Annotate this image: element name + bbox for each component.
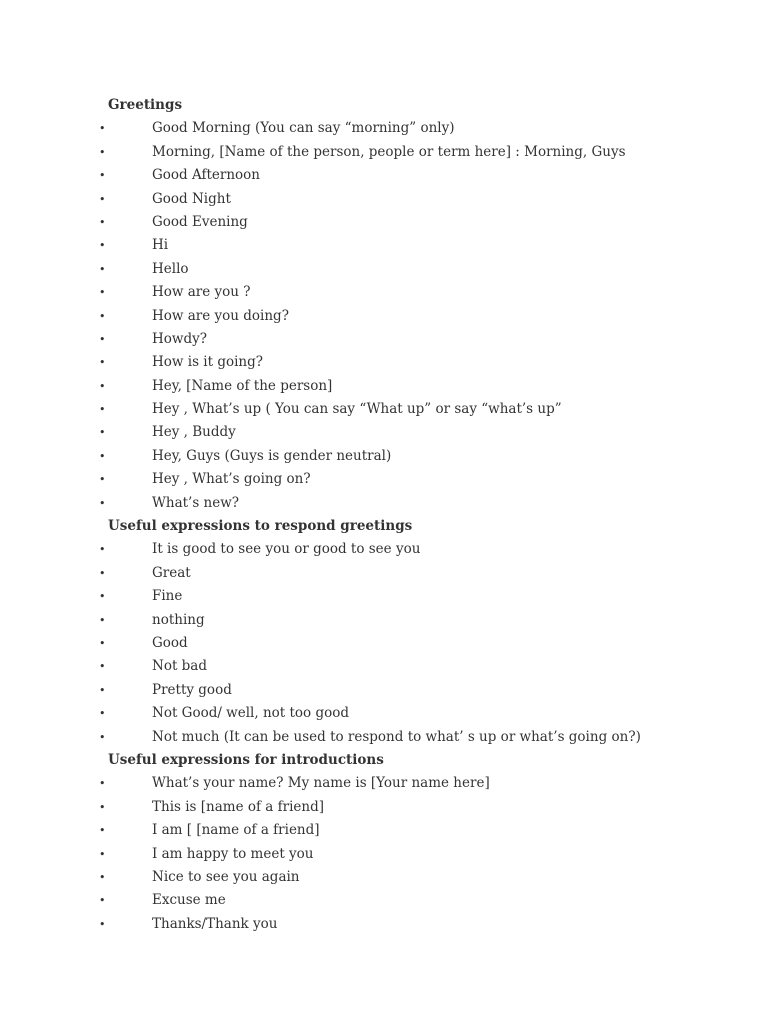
list-item-text: Thanks/Thank you	[152, 915, 278, 932]
list-item-text: Fine	[152, 588, 183, 605]
list-item-text: Not much (It can be used to respond to what’ s up or what’s going on?)	[152, 728, 641, 745]
list-item-text: Howdy?	[152, 330, 207, 347]
list-item	[0, 492, 768, 515]
list-item	[0, 351, 768, 374]
list-item-text: Hey , What’s going on?	[152, 471, 311, 488]
list-item	[0, 258, 768, 281]
bullet-icon: •	[99, 426, 106, 440]
bullet-icon: •	[99, 636, 106, 650]
bullet-icon: •	[99, 379, 106, 393]
bullet-icon: •	[99, 683, 106, 697]
list-item	[0, 726, 768, 749]
section-heading: Useful expressions to respond greetings	[108, 518, 413, 535]
section-heading: Useful expressions for introductions	[108, 751, 384, 768]
list-item	[0, 866, 768, 889]
bullet-icon: •	[99, 215, 106, 229]
list-item-text: Hey , Buddy	[152, 424, 236, 441]
list-item	[0, 164, 768, 187]
bullet-icon: •	[99, 332, 106, 346]
list-item	[0, 468, 768, 491]
bullet-icon: •	[99, 403, 106, 417]
bullet-icon: •	[99, 309, 106, 323]
list-item-text: How are you doing?	[152, 307, 289, 324]
list-item	[0, 562, 768, 585]
bullet-icon: •	[99, 613, 106, 627]
bullet-icon: •	[99, 169, 106, 183]
list-item	[0, 632, 768, 655]
list-item	[0, 679, 768, 702]
document-body	[0, 94, 768, 936]
bullet-icon: •	[99, 824, 106, 838]
list-item	[0, 843, 768, 866]
list-item-text: It is good to see you or good to see you	[152, 541, 421, 558]
bullet-icon: •	[99, 239, 106, 253]
list-item	[0, 117, 768, 140]
list-item-text: This is [name of a friend]	[152, 798, 324, 815]
list-item-text: Hey, [Name of the person]	[152, 377, 333, 394]
list-item	[0, 375, 768, 398]
bullet-icon: •	[99, 870, 106, 884]
bullet-icon: •	[99, 566, 106, 580]
list-item-text: Hey, Guys (Guys is gender neutral)	[152, 447, 392, 464]
list-item	[0, 538, 768, 561]
bullet-icon: •	[99, 145, 106, 159]
list-item-text: Good Evening	[152, 213, 248, 230]
bullet-icon: •	[99, 543, 106, 557]
list-item-text: Good Night	[152, 190, 231, 207]
bullet-icon: •	[99, 122, 106, 136]
bullet-icon: •	[99, 847, 106, 861]
list-item-text: Not Good/ well, not too good	[152, 705, 349, 722]
list-item	[0, 585, 768, 608]
list-item-text: Good Morning (You can say “morning” only)	[152, 120, 455, 137]
bullet-icon: •	[99, 707, 106, 721]
list-item	[0, 445, 768, 468]
list-item-text: Not bad	[152, 658, 207, 675]
section-heading: Greetings	[108, 97, 183, 113]
list-item-text: nothing	[152, 611, 205, 628]
bullet-icon: •	[99, 777, 106, 791]
list-item-text: Morning, [Name of the person, people or term here] : Morning, Guys	[152, 143, 626, 160]
list-item	[0, 796, 768, 819]
bullet-icon: •	[99, 917, 106, 931]
list-item-text: I am happy to meet you	[152, 845, 314, 862]
list-item-text: How is it going?	[152, 354, 263, 371]
bullet-icon: •	[99, 800, 106, 814]
bullet-icon: •	[99, 590, 106, 604]
list-item	[0, 772, 768, 795]
bullet-icon: •	[99, 496, 106, 510]
bullet-icon: •	[99, 660, 106, 674]
list-item-text: Excuse me	[152, 892, 226, 909]
list-item-text: Good Afternoon	[152, 167, 260, 184]
bullet-icon: •	[99, 192, 106, 206]
list-item-text: Pretty good	[152, 681, 232, 698]
list-item	[0, 889, 768, 912]
bullet-icon: •	[99, 286, 106, 300]
list-item-text: Nice to see you again	[152, 868, 300, 885]
list-item-text: Great	[152, 564, 191, 581]
list-item	[0, 819, 768, 842]
list-item	[0, 655, 768, 678]
list-item-text: I am [ [name of a friend]	[152, 822, 320, 839]
list-item	[0, 398, 768, 421]
list-item	[0, 702, 768, 725]
bullet-icon: •	[99, 449, 106, 463]
list-item	[0, 234, 768, 257]
list-item	[0, 211, 768, 234]
bullet-icon: •	[99, 894, 106, 908]
list-item	[0, 913, 768, 936]
list-item-text: Hello	[152, 260, 189, 277]
list-item	[0, 328, 768, 351]
list-item	[0, 141, 768, 164]
list-item-text: What’s your name? My name is [Your name here]	[152, 775, 490, 792]
bullet-icon: •	[99, 473, 106, 487]
list-item-text: How are you ?	[152, 284, 251, 301]
list-item-text: What’s new?	[152, 494, 240, 511]
bullet-icon: •	[99, 262, 106, 276]
list-item	[0, 281, 768, 304]
bullet-icon: •	[99, 730, 106, 744]
list-item	[0, 421, 768, 444]
list-item	[0, 305, 768, 328]
list-item-text: Hi	[152, 237, 169, 254]
list-item	[0, 188, 768, 211]
list-item-text: Hey , What’s up ( You can say “What up” or say “what’s up”	[152, 401, 562, 418]
bullet-icon: •	[99, 356, 106, 370]
list-item-text: Good	[152, 634, 188, 651]
list-item	[0, 609, 768, 632]
